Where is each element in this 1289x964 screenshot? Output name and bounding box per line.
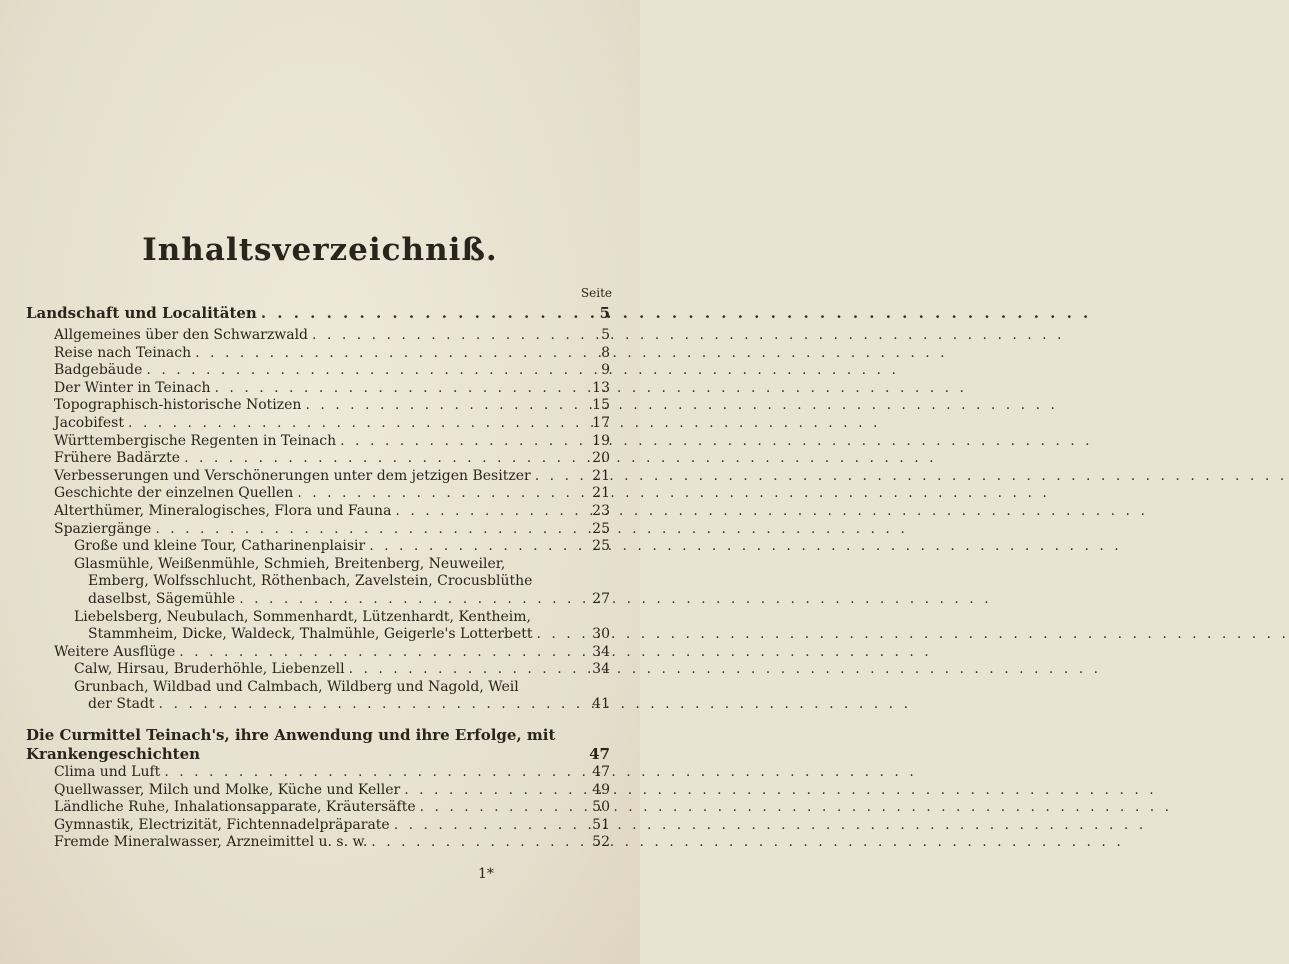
- toc-page-number: 49: [592, 781, 610, 798]
- toc-entry: [26, 609, 610, 627]
- toc-entry: [26, 764, 610, 782]
- toc-entry: [26, 556, 610, 574]
- book-page: [0, 0, 640, 964]
- leader-dots: [371, 834, 578, 852]
- leader-dots: [537, 626, 579, 644]
- toc-entry: [26, 591, 610, 609]
- toc-entry-text: Stammheim, Dicke, Waldeck, Thalmühle, Geigerle's Lotterbett: [88, 626, 533, 643]
- toc-entry-text: Der Winter in Teinach: [54, 379, 211, 396]
- toc-entry-text: Alterthümer, Mineralogisches, Flora und Fauna: [54, 502, 392, 519]
- toc-page-number: 52: [592, 834, 610, 851]
- toc-page-number: 8: [601, 344, 610, 361]
- toc-page-number: 17: [592, 414, 610, 431]
- toc-entry-text: Ländliche Ruhe, Inhalationsapparate, Kräutersäfte: [54, 799, 416, 816]
- toc-page-number: 27: [592, 590, 610, 607]
- toc-entry-text: Quellwasser, Milch und Molke, Küche und Keller: [54, 781, 401, 798]
- toc-page-number: 25: [592, 520, 610, 537]
- toc-entry: [26, 485, 610, 503]
- page-title: Inhaltsverzeichniß.: [142, 232, 498, 268]
- leader-dots: [349, 661, 578, 679]
- toc-entry: [26, 380, 610, 398]
- toc-entry: [26, 817, 610, 835]
- leader-dots: [184, 450, 578, 468]
- toc-page-number: 34: [592, 643, 610, 660]
- toc-page-number: 21: [592, 485, 610, 502]
- toc-entry: [26, 397, 610, 415]
- leader-dots: [297, 485, 578, 503]
- leader-dots: [215, 380, 578, 398]
- toc-page-number: 5: [601, 327, 610, 343]
- toc-entry-text: Glasmühle, Weißenmühle, Schmieh, Breitenberg, Neuweiler,: [74, 555, 506, 572]
- toc-entry: [26, 782, 610, 800]
- toc-page-number: 30: [592, 626, 610, 643]
- leader-dots: [179, 644, 578, 662]
- toc-entry: [26, 468, 610, 486]
- leader-dots: [239, 591, 578, 609]
- toc-section-title: Landschaft und Localitäten: [26, 304, 257, 322]
- toc-entry: [26, 834, 610, 852]
- toc-entry: [26, 626, 610, 644]
- leader-dots: [195, 345, 578, 363]
- toc-entry: [26, 503, 610, 521]
- toc-entry-text: Geschichte der einzelnen Quellen: [54, 485, 294, 502]
- toc-entry-text: Reise nach Teinach: [54, 344, 192, 361]
- leader-dots: [164, 764, 578, 782]
- toc-section-heading: [26, 304, 610, 323]
- leader-dots: [420, 799, 578, 817]
- toc-page-number: 51: [592, 816, 610, 833]
- leader-dots: [155, 521, 578, 539]
- leader-dots: [146, 362, 578, 380]
- toc-page-number: 34: [592, 661, 610, 678]
- toc-entry: [26, 644, 610, 662]
- leader-dots: [404, 782, 578, 800]
- toc-entry-text: Liebelsberg, Neubulach, Sommenhardt, Lützenhardt, Kentheim,: [74, 608, 531, 625]
- toc-entry: [26, 362, 610, 380]
- toc-page-number: 9: [601, 362, 610, 379]
- toc-entry-text: Frühere Badärzte: [54, 450, 181, 467]
- toc-entry-text: Spaziergänge: [54, 520, 152, 537]
- signature-mark: 1*: [478, 866, 494, 882]
- table-of-contents: [26, 302, 610, 852]
- toc-page-number: 13: [592, 379, 610, 396]
- toc-entry-text: daselbst, Sägemühle: [88, 590, 236, 607]
- toc-page-number: 5: [599, 304, 610, 322]
- toc-entry-text: Badgebäude: [54, 362, 143, 379]
- toc-entry: [26, 345, 610, 363]
- toc-page-number: 20: [592, 450, 610, 467]
- toc-entry: [26, 521, 610, 539]
- leader-dots: [159, 696, 578, 714]
- leader-dots: [312, 327, 578, 345]
- toc-entry: [26, 573, 610, 591]
- toc-entry: [26, 696, 610, 714]
- toc-entry: [26, 799, 610, 817]
- toc-entry-text: Große und kleine Tour, Catharinenplaisir: [74, 538, 366, 555]
- toc-section-heading: [26, 726, 610, 764]
- toc-page-number: 41: [592, 696, 610, 713]
- toc-page-number: 25: [592, 538, 610, 555]
- toc-entry: [26, 661, 610, 679]
- toc-entry-text: Gymnastik, Electrizität, Fichtennadelpräparate: [54, 816, 390, 833]
- toc-page-number: 21: [592, 467, 610, 484]
- toc-entry-text: Verbesserungen und Verschönerungen unter dem jetzigen Besitzer: [54, 467, 531, 484]
- toc-page-number: 23: [592, 502, 610, 519]
- toc-entry-text: Emberg, Wolfsschlucht, Röthenbach, Zavelstein, Crocusblüthe: [88, 573, 533, 590]
- toc-entry-text: Grunbach, Wildbad und Calmbach, Wildberg und Nagold, Weil: [74, 678, 519, 695]
- leader-dots: [261, 304, 578, 323]
- leader-dots: [394, 817, 578, 835]
- toc-entry: [26, 450, 610, 468]
- toc-entry-text: Topographisch-historische Notizen: [54, 397, 302, 414]
- leader-dots: [369, 538, 578, 556]
- toc-entry-text: Fremde Mineralwasser, Arzneimittel u. s. w.: [54, 834, 368, 851]
- toc-entry-text: Jacobifest: [54, 414, 124, 431]
- toc-entry: [26, 415, 610, 433]
- toc-page-number: 15: [592, 397, 610, 414]
- toc-entry-text: Clima und Luft: [54, 764, 161, 781]
- toc-entry-text: Calw, Hirsau, Bruderhöhle, Liebenzell: [74, 661, 345, 678]
- toc-page-number: 19: [592, 432, 610, 449]
- leader-dots: [395, 503, 578, 521]
- toc-entry-text: der Stadt: [88, 696, 155, 713]
- toc-page-number: 47: [592, 764, 610, 781]
- toc-entry-text: Allgemeines über den Schwarzwald: [54, 327, 309, 343]
- leader-dots: [305, 397, 578, 415]
- toc-page-number: 47: [589, 745, 610, 764]
- toc-entry: [26, 433, 610, 451]
- toc-entry: [26, 679, 610, 697]
- toc-entry-text: Weitere Ausflüge: [54, 643, 176, 660]
- leader-dots: [535, 468, 578, 486]
- toc-page-number: 50: [592, 799, 610, 816]
- page-column-label: Seite: [580, 286, 612, 300]
- leader-dots: [128, 415, 578, 433]
- leader-dots: [340, 433, 578, 451]
- toc-entry: [26, 538, 610, 556]
- toc-section-title: Die Curmittel Teinach's, ihre Anwendung und ihre Erfolge, mit Krankengeschichten: [26, 726, 556, 764]
- toc-entry: [26, 327, 610, 345]
- toc-entry-text: Württembergische Regenten in Teinach: [54, 432, 337, 449]
